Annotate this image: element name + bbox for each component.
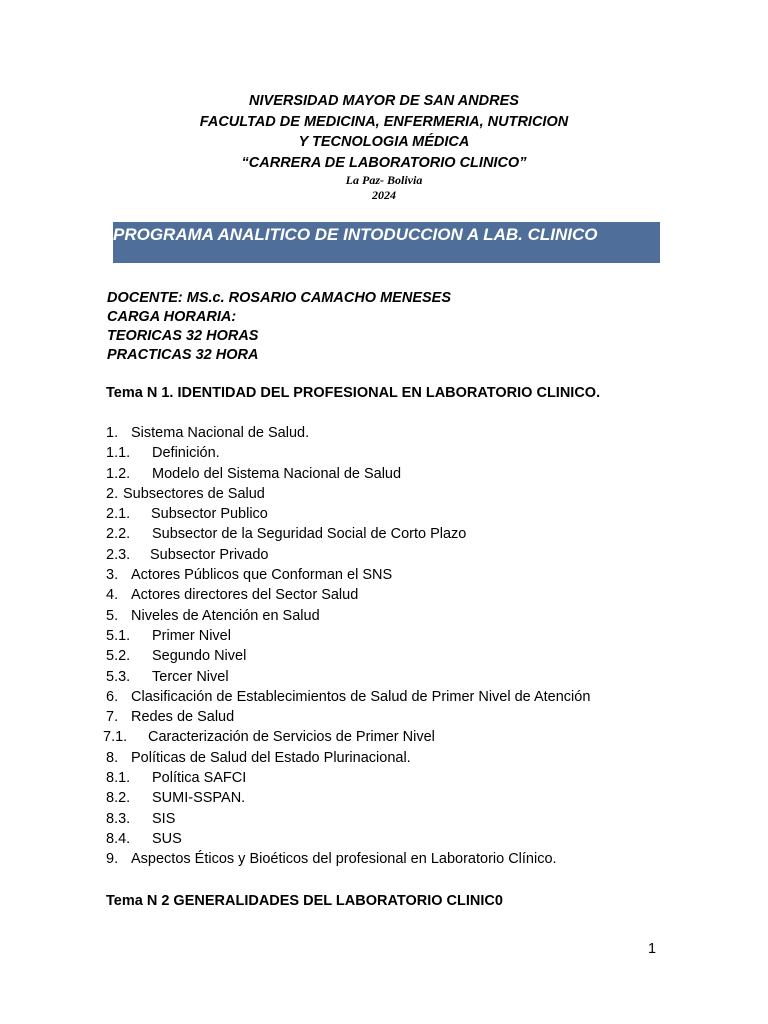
topic-number: 7.1. [103, 729, 128, 746]
topic-text: Aspectos Éticos y Bioéticos del profesional en Laboratorio Clínico. [131, 851, 557, 868]
topic-item [0, 565, 768, 585]
topic-number: 5.1. [106, 627, 131, 644]
location: La Paz- Bolivia [345, 173, 423, 187]
topic-item [0, 727, 768, 747]
topic-number: 6. [106, 688, 119, 705]
topic-number: 1.1. [106, 445, 131, 462]
topic-number: 5.2. [106, 648, 131, 665]
topic-item [0, 423, 768, 443]
program-title: PROGRAMA ANALITICO DE INTODUCCION A LAB. CLINICO [113, 225, 598, 244]
topic-number: 4. [106, 587, 119, 604]
topic-text: Caracterización de Servicios de Primer Nivel [148, 729, 435, 746]
topic-number: 8.2. [106, 790, 131, 807]
topic-number: 3. [106, 567, 119, 584]
university-name: NIVERSIDAD MAYOR DE SAN ANDRES [249, 93, 519, 109]
topic-number: 1. [106, 425, 119, 441]
topic-item [0, 585, 768, 605]
topic-item [0, 443, 768, 463]
topic-text: Redes de Salud [131, 709, 235, 726]
tema-2-heading: Tema N 2 GENERALIDADES DEL LABORATORIO CLINIC0 [106, 893, 503, 909]
topic-item [0, 687, 768, 707]
faculty-name-continued: Y TECNOLOGIA MÉDICA [298, 134, 470, 150]
topic-number: 2.3. [106, 546, 131, 563]
topic-item [0, 484, 768, 504]
topic-text: SUS [152, 830, 182, 847]
topic-item [0, 849, 768, 869]
docente-line: DOCENTE: MS.c. ROSARIO CAMACHO MENESES [107, 290, 451, 306]
topic-number: 5. [106, 607, 119, 624]
topic-item [0, 524, 768, 544]
topic-text: Subsector Privado [150, 546, 269, 563]
topic-number: 8.1. [106, 770, 131, 787]
topic-item [0, 829, 768, 849]
year: 2024 [372, 188, 396, 202]
topic-item [0, 707, 768, 727]
practicas-line: PRACTICAS 32 HORA [107, 347, 259, 363]
topic-item [0, 768, 768, 788]
topic-item [0, 667, 768, 687]
program-title-banner [113, 222, 660, 263]
topic-number: 5.3. [106, 668, 131, 685]
topic-item [0, 606, 768, 626]
topic-text: Política SAFCI [152, 770, 247, 787]
topic-text: Políticas de Salud del Estado Plurinacional. [131, 749, 411, 766]
topic-text: Clasificación de Establecimientos de Salud de Primer Nivel de Atención [131, 688, 591, 705]
topic-text: Subsector Publico [151, 506, 268, 523]
topic-text: Subsector de la Seguridad Social de Corto Plazo [152, 526, 467, 543]
topic-item [0, 809, 768, 829]
topic-item [0, 464, 768, 484]
topic-item [0, 748, 768, 768]
topic-number: 8. [106, 749, 119, 766]
topic-text: Segundo Nivel [152, 648, 247, 665]
career-name: “CARRERA DE LABORATORIO CLINICO” [241, 154, 527, 171]
topic-number: 8.4. [106, 830, 131, 847]
topic-number: 1.2. [106, 465, 131, 482]
topic-item [0, 626, 768, 646]
page-number: 1 [648, 941, 657, 957]
topic-number: 2.1. [106, 506, 131, 523]
topic-number: 7. [106, 709, 119, 726]
topic-text: Definición. [152, 445, 220, 462]
topic-text: SUMI-SSPAN. [152, 790, 246, 807]
carga-horaria-line: CARGA HORARIA: [107, 309, 237, 325]
topic-text: Subsectores de Salud [123, 485, 265, 502]
topic-text: Sistema Nacional de Salud. [131, 425, 310, 441]
topic-text: SIS [152, 810, 176, 827]
topic-text: Modelo del Sistema Nacional de Salud [152, 465, 402, 482]
topic-text: Niveles de Atención en Salud [131, 607, 320, 624]
topic-item [0, 646, 768, 666]
topic-item [0, 504, 768, 524]
teoricas-line: TEORICAS 32 HORAS [107, 328, 259, 344]
document-header [0, 91, 768, 203]
topic-item [0, 545, 768, 565]
topic-number: 2. [106, 485, 119, 502]
tema-1-heading: Tema N 1. IDENTIDAD DEL PROFESIONAL EN LABORATORIO CLINICO. [106, 385, 601, 401]
topic-number: 9. [106, 851, 119, 868]
topic-text: Primer Nivel [152, 627, 231, 644]
topic-number: 2.2. [106, 526, 131, 543]
faculty-name: FACULTAD DE MEDICINA, ENFERMERIA, NUTRICION [199, 113, 569, 130]
topic-text: Actores directores del Sector Salud [131, 587, 359, 604]
topic-text: Actores Públicos que Conforman el SNS [131, 567, 393, 584]
course-info [107, 289, 451, 365]
topic-list [0, 423, 768, 870]
topic-text: Tercer Nivel [152, 668, 229, 685]
topic-item [0, 788, 768, 808]
topic-number: 8.3. [106, 810, 131, 827]
